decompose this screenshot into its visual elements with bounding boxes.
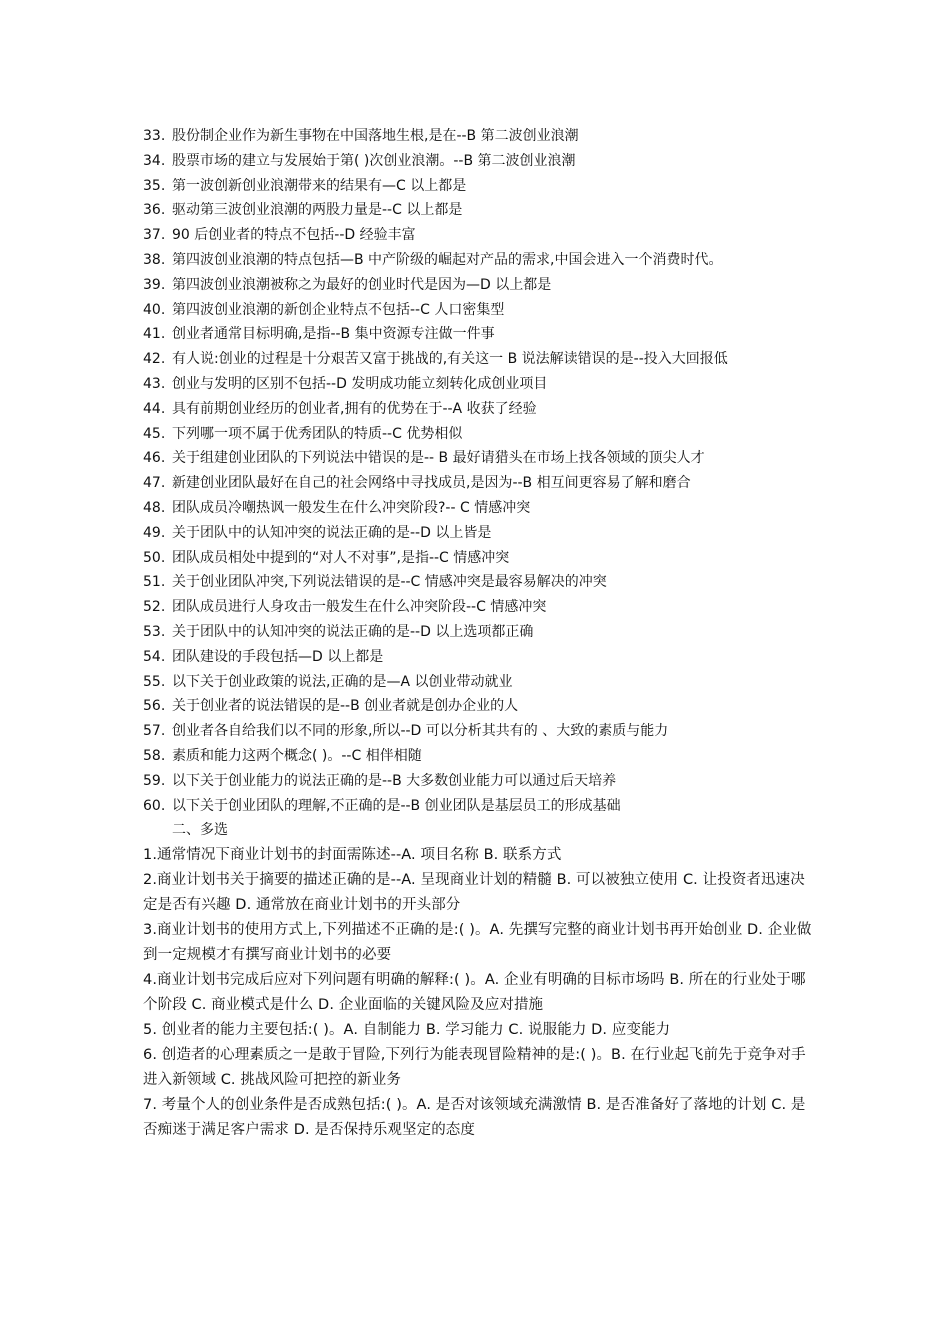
item-number: 43. — [143, 375, 166, 392]
item-number: 34. — [143, 152, 166, 169]
item-text: 90 后创业者的特点不包括--D 经验丰富 — [172, 227, 416, 244]
item-number: 58. — [143, 747, 166, 764]
item-text: 第一波创新创业浪潮带来的结果有—C 以上都是 — [172, 177, 467, 194]
item-text: 创业与发明的区别不包括--D 发明成功能立刻转化成创业项目 — [172, 375, 548, 392]
list-item — [143, 422, 815, 447]
list-item — [143, 322, 815, 347]
list-item: 5. 创业者的能力主要包括:( )。A. 自制能力 B. 学习能力 C. 说服能力 D. 应变能力 — [143, 1022, 671, 1039]
item-number: 41. — [143, 326, 166, 343]
item-text: 以下关于创业能力的说法正确的是--B 大多数创业能力可以通过后天培养 — [172, 772, 617, 789]
list-item: 7. 考量个人的创业条件是否成熟包括:( )。A. 是否对该领域充满激情 B. 是否准备好了落地的计划 C. 是否痴迷于满足客户需求 D. 是否保持乐观坚定的态度 — [143, 1097, 806, 1139]
list-item — [143, 570, 815, 595]
list-item: 1.通常情况下商业计划书的封面需陈述--A. 项目名称 B. 联系方式 — [143, 847, 562, 864]
document-content — [143, 124, 815, 1143]
list-item — [143, 397, 815, 422]
item-text: 关于创业者的说法错误的是--B 创业者就是创办企业的人 — [172, 698, 519, 715]
item-number: 48. — [143, 499, 166, 516]
item-text: 关于组建创业团队的下列说法中错误的是-- B 最好请猎头在市场上找各领域的顶尖人才 — [172, 450, 705, 467]
list-item — [143, 595, 815, 620]
item-text: 有人说:创业的过程是十分艰苦又富于挑战的,有关这一 B 说法解读错误的是--投入大回报低 — [172, 351, 728, 368]
item-text: 新建创业团队最好在自己的社会网络中寻找成员,是因为--B 相互间更容易了解和磨合 — [172, 475, 691, 492]
item-text: 具有前期创业经历的创业者,拥有的优势在于--A 收获了经验 — [172, 400, 537, 417]
list-item: 3.商业计划书的使用方式上,下列描述不正确的是:( )。A. 先撰写完整的商业计划书再开始创业 D. 企业做到一定规模才有撰写商业计划书的必要 — [143, 922, 812, 964]
item-number: 44. — [143, 400, 166, 417]
item-text: 关于创业团队冲突,下列说法错误的是--C 情感冲突是最容易解决的冲突 — [172, 574, 607, 591]
multi-choice-list — [143, 843, 815, 1143]
item-text: 第四波创业浪潮的特点包括—B 中产阶级的崛起对产品的需求,中国会进入一个消费时代。 — [172, 251, 723, 268]
item-number: 59. — [143, 772, 166, 789]
list-item — [143, 372, 815, 397]
item-number: 57. — [143, 723, 166, 740]
section-heading: 二、多选 — [172, 822, 228, 839]
list-item — [143, 298, 815, 323]
list-item — [143, 496, 815, 521]
list-item: 6. 创造者的心理素质之一是敢于冒险,下列行为能表现冒险精神的是:( )。B. 在行业起飞前先于竞争对手进入新领域 C. 挑战风险可把控的新业务 — [143, 1047, 806, 1089]
list-item — [143, 471, 815, 496]
item-number: 38. — [143, 251, 166, 268]
list-item — [143, 645, 815, 670]
item-number: 39. — [143, 276, 166, 293]
item-text: 下列哪一项不属于优秀团队的特质--C 优势相似 — [172, 425, 463, 442]
item-number: 56. — [143, 698, 166, 715]
item-number: 37. — [143, 227, 166, 244]
list-item — [143, 546, 815, 571]
item-number: 47. — [143, 475, 166, 492]
item-number: 51. — [143, 574, 166, 591]
list-item — [143, 794, 815, 819]
item-number: 36. — [143, 202, 166, 219]
item-number: 55. — [143, 673, 166, 690]
item-text: 第四波创业浪潮的新创企业特点不包括--C 人口密集型 — [172, 301, 505, 318]
item-text: 股份制企业作为新生事物在中国落地生根,是在--B 第二波创业浪潮 — [172, 128, 579, 144]
list-item — [143, 719, 815, 744]
item-text: 驱动第三波创业浪潮的两股力量是--C 以上都是 — [172, 202, 463, 219]
item-text: 团队成员相处中提到的“对人不对事”,是指--C 情感冲突 — [172, 549, 510, 566]
item-number: 60. — [143, 797, 166, 814]
list-item — [143, 769, 815, 794]
item-number: 40. — [143, 301, 166, 318]
list-item — [143, 347, 815, 372]
item-text: 团队成员冷嘲热讽一般发生在什么冲突阶段?-- C 情感冲突 — [172, 499, 531, 516]
item-number: 54. — [143, 648, 166, 665]
list-item — [143, 223, 815, 248]
item-number: 45. — [143, 425, 166, 442]
list-item — [143, 744, 815, 769]
item-text: 关于团队中的认知冲突的说法正确的是--D 以上皆是 — [172, 524, 492, 541]
item-number: 46. — [143, 450, 166, 467]
list-item — [143, 446, 815, 471]
item-number: 49. — [143, 524, 166, 541]
item-number: 50. — [143, 549, 166, 566]
item-number: 42. — [143, 351, 166, 368]
item-text: 以下关于创业政策的说法,正确的是—A 以创业带动就业 — [172, 673, 513, 690]
single-choice-list — [143, 124, 815, 818]
item-number: 33. — [143, 128, 166, 144]
item-text: 团队成员进行人身攻击一般发生在什么冲突阶段--C 情感冲突 — [172, 599, 547, 616]
item-text: 以下关于创业团队的理解,不正确的是--B 创业团队是基层员工的形成基础 — [172, 797, 621, 814]
item-text: 第四波创业浪潮被称之为最好的创业时代是因为—D 以上都是 — [172, 276, 552, 293]
list-item — [143, 670, 815, 695]
item-text: 创业者通常目标明确,是指--B 集中资源专注做一件事 — [172, 326, 495, 343]
list-item: 4.商业计划书完成后应对下列问题有明确的解释:( )。A. 企业有明确的目标市场吗 B. 所在的行业处于哪个阶段 C. 商业模式是什么 D. 企业面临的关键风险及应对措施 — [143, 972, 806, 1014]
list-item — [143, 620, 815, 645]
item-text: 创业者各自给我们以不同的形象,所以--D 可以分析其共有的 、大致的素质与能力 — [172, 723, 669, 740]
list-item — [143, 521, 815, 546]
item-number: 35. — [143, 177, 166, 194]
list-item — [143, 694, 815, 719]
list-item — [143, 174, 815, 199]
item-number: 53. — [143, 623, 166, 640]
item-text: 关于团队中的认知冲突的说法正确的是--D 以上选项都正确 — [172, 623, 534, 640]
list-item: 2.商业计划书关于摘要的描述正确的是--A. 呈现商业计划的精髓 B. 可以被独立使用 C. 让投资者迅速决定是否有兴趣 D. 通常放在商业计划书的开头部分 — [143, 872, 805, 914]
list-item — [143, 124, 815, 149]
list-item — [143, 198, 815, 223]
list-item — [143, 273, 815, 298]
item-text: 团队建设的手段包括—D 以上都是 — [172, 648, 384, 665]
list-item — [143, 248, 815, 273]
item-text: 股票市场的建立与发展始于第( )次创业浪潮。--B 第二波创业浪潮 — [172, 152, 576, 169]
item-text: 素质和能力这两个概念( )。--C 相伴相随 — [172, 747, 422, 764]
item-number: 52. — [143, 599, 166, 616]
list-item — [143, 149, 815, 174]
